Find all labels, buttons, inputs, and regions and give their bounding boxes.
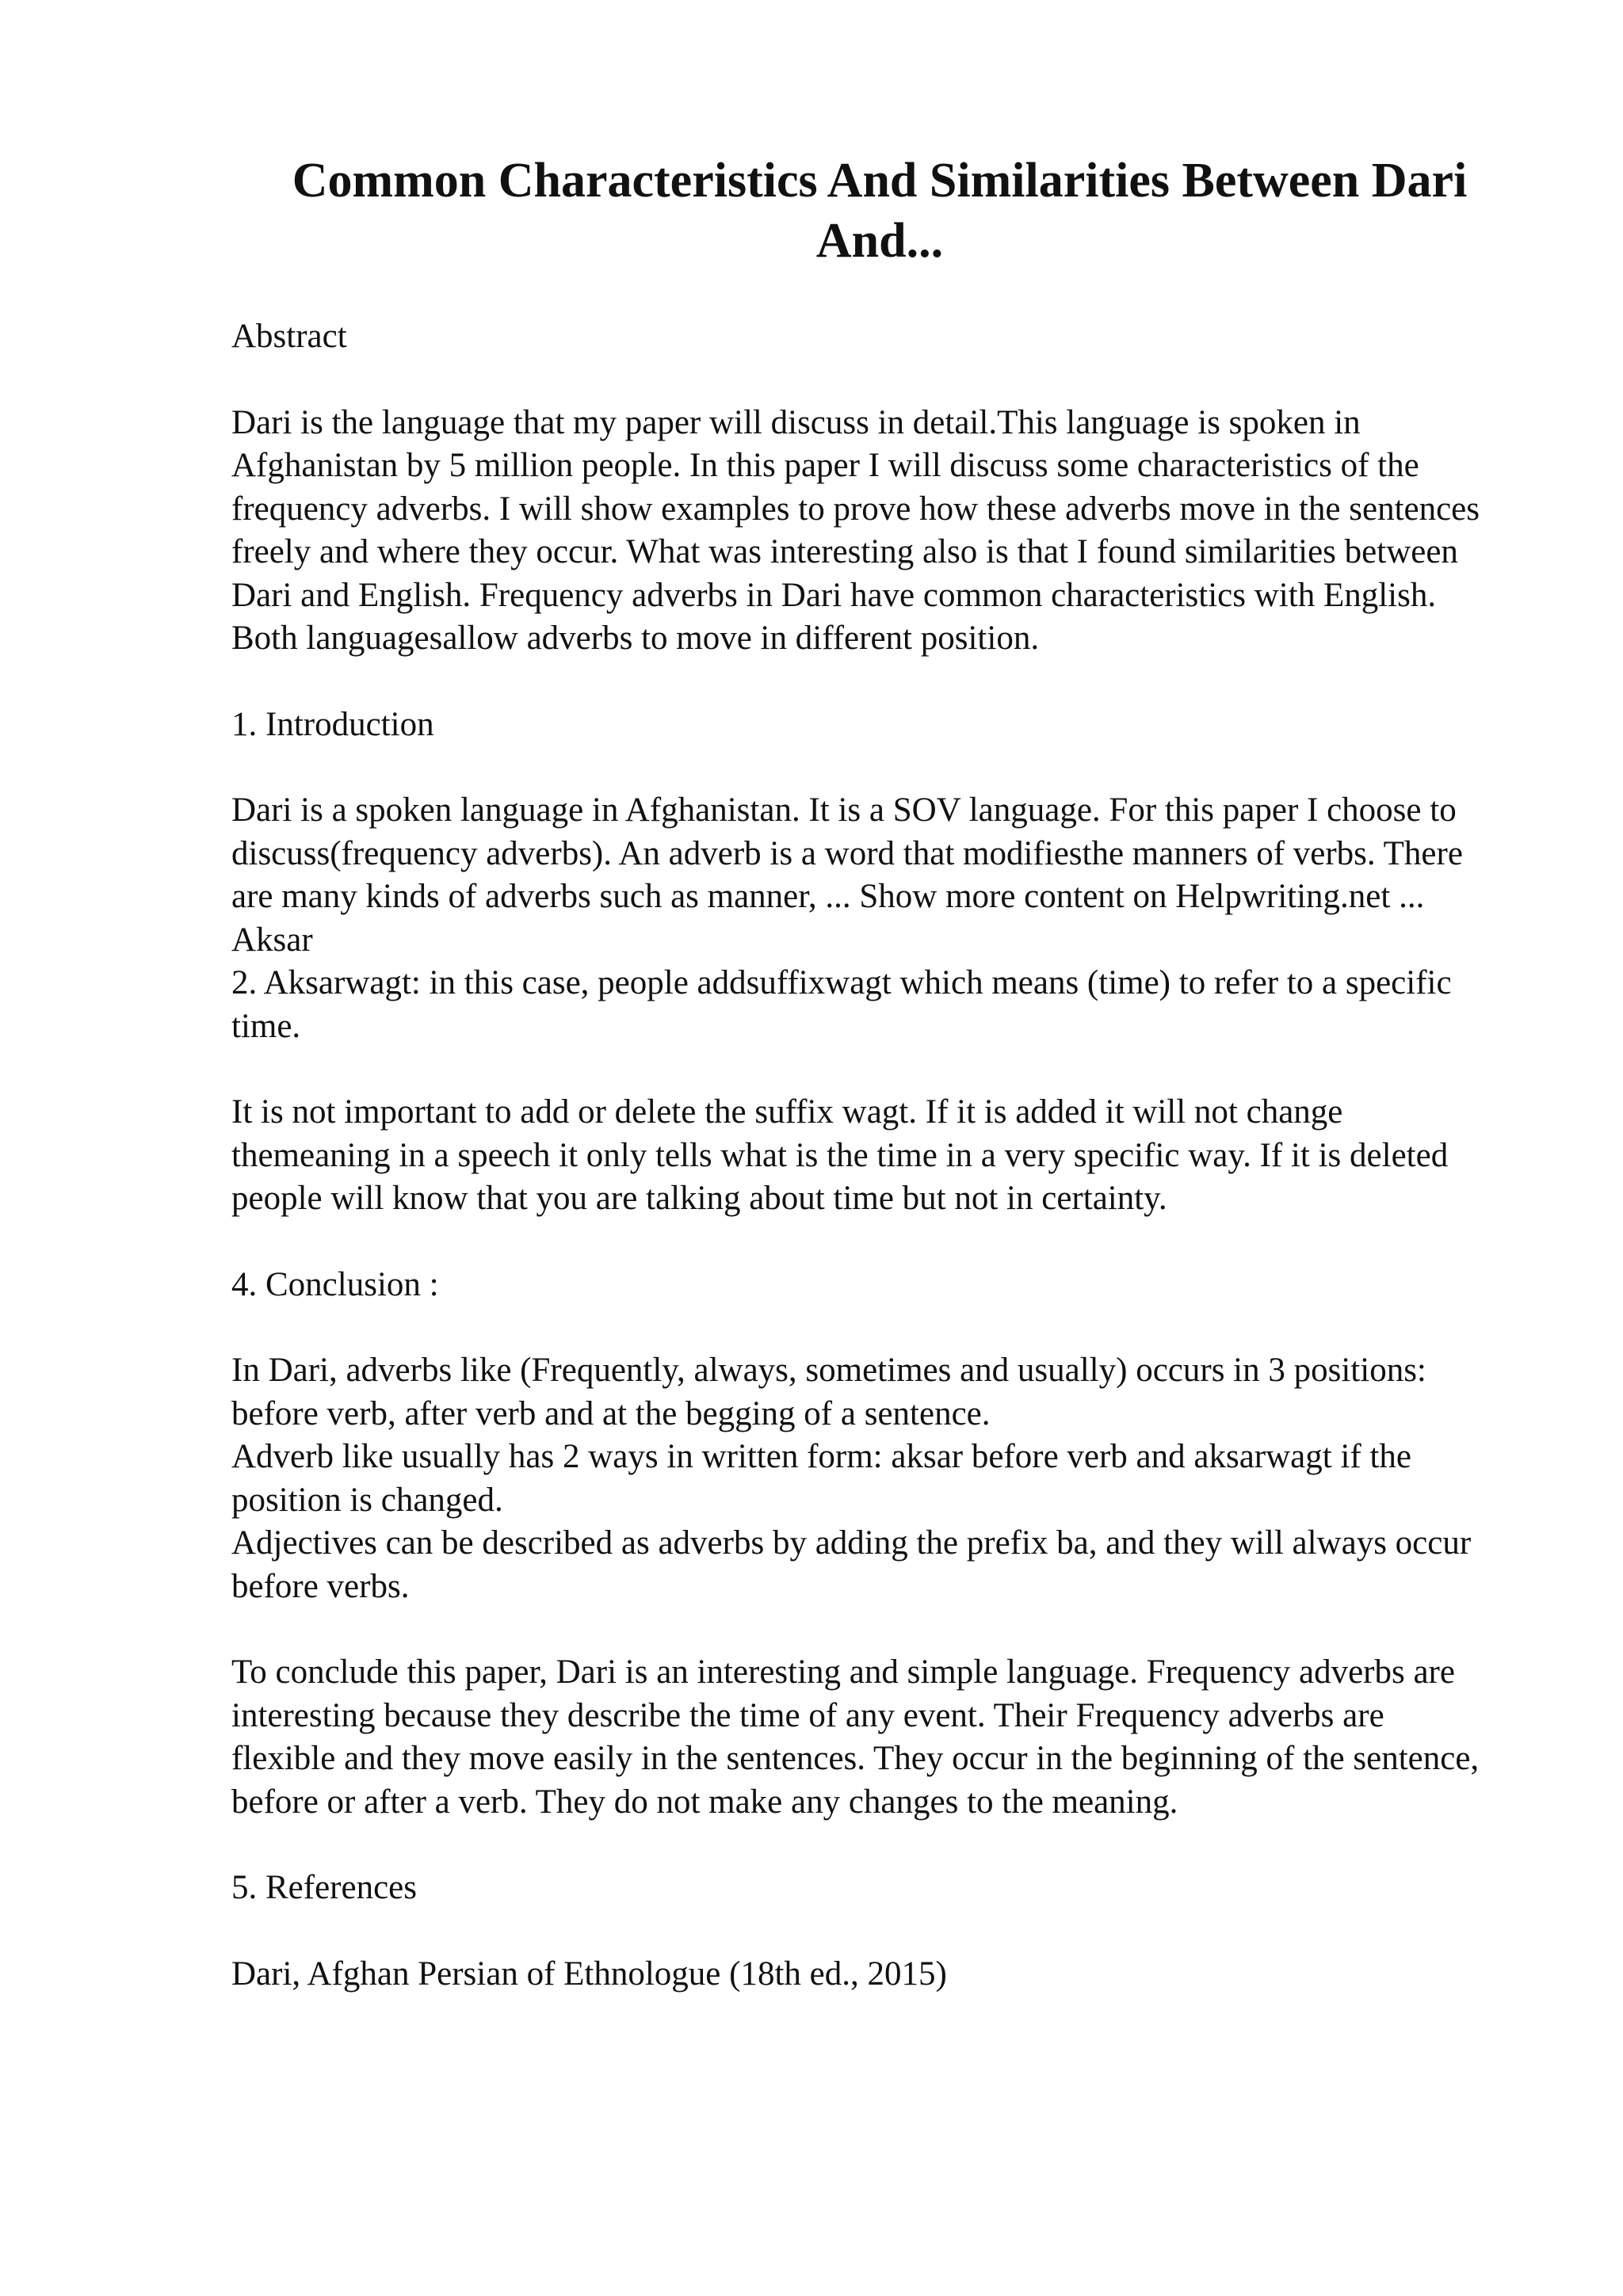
document-title: Common Characteristics And Similarities Between Dari And... <box>292 154 1468 268</box>
conclusion-paragraph: To conclude this paper, Dari is an interesting and simple language. Frequency adverbs are interesting because they describe the time of any event. Their Frequency adverbs are flexible and they move easily in the sentences. They occur in the beginning of the sentence, before or after a verb. They do not make any changes to the meaning. <box>231 1653 1480 1821</box>
abstract-heading: Abstract <box>231 318 347 355</box>
conclusion-point-positions: In Dari, adverbs like (Frequently, always, sometimes and usually) occurs in 3 positions: before verb, after verb and at the begging of a sentence. <box>231 1352 1426 1432</box>
introduction-paragraph: Dari is a spoken language in Afghanistan. It is a SOV language. For this paper I choose to discuss(frequency adverbs). An adverb is a word that modifiesthe manners of verbs. There are many kinds of adverbs such as manner, ... Show more content on Helpwriting.net ... <box>231 791 1463 915</box>
abstract-paragraph: Dari is the language that my paper will discuss in detail.This language is spoken in Afghanistan by 5 million people. In this paper I will discuss some characteristics of the frequency adverbs. I will show examples to prove how these adverbs move in the sentences freely and where they occur. What was interesting also is that I found similarities between Dari and English. Frequency adverbs in Dari have common characteristics with English. Both languagesallow adverbs to move in different position. <box>231 403 1480 657</box>
conclusion-heading: 4. Conclusion : <box>231 1265 439 1303</box>
conclusion-points <box>231 1349 1493 1608</box>
suffix-paragraph: It is not important to add or delete the suffix wagt. If it is added it will not change themeaning in a speech it only tells what is the time in a very specific way. If it is deleted people will know that you are talking about time but not in certainty. <box>231 1093 1449 1217</box>
aksar-line: Aksar <box>231 921 313 959</box>
conclusion-point-written-form: Adverb like usually has 2 ways in written form: aksar before verb and aksarwagt if the position is changed. <box>231 1438 1412 1519</box>
references-heading: 5. References <box>231 1869 417 1906</box>
introduction-heading: 1. Introduction <box>231 705 434 743</box>
aksarwagt-paragraph: 2. Aksarwagt: in this case, people addsuffixwagt which means (time) to refer to a specific time. <box>231 964 1452 1045</box>
reference-item: Dari, Afghan Persian of Ethnologue (18th ed., 2015) <box>231 1955 947 1993</box>
conclusion-point-adjectives: Adjectives can be described as adverbs by adding the prefix ba, and they will always occur before verbs. <box>231 1524 1472 1605</box>
